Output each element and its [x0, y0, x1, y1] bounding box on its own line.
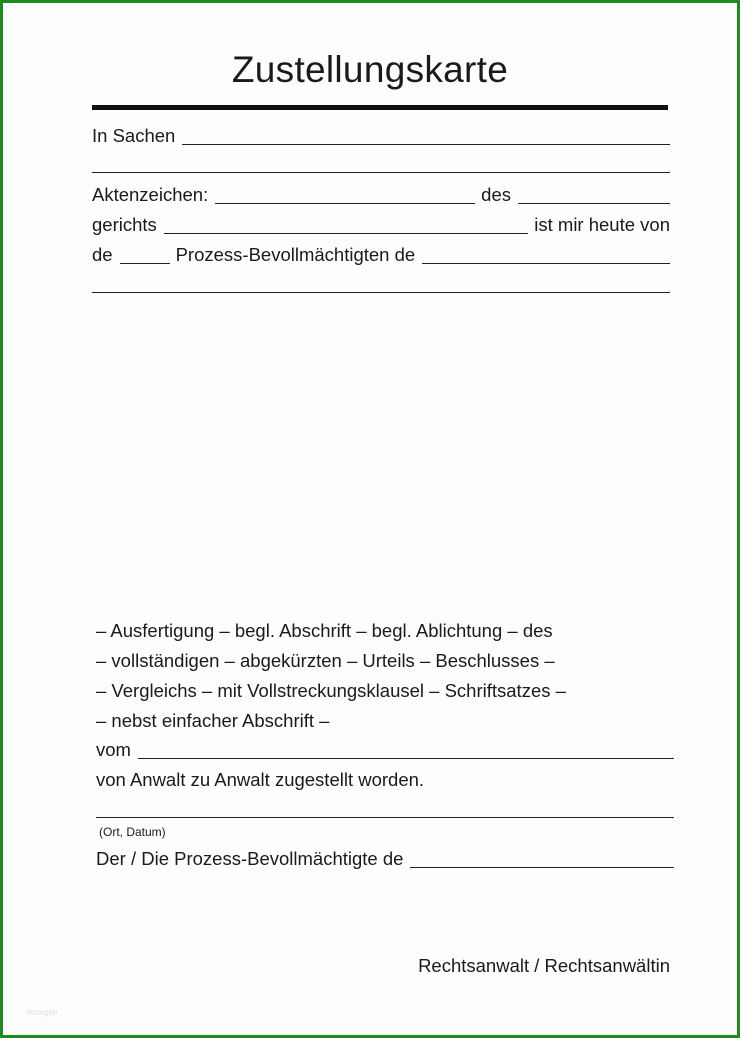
body-line-3	[96, 680, 674, 704]
aktenzeichen-label: Aktenzeichen:	[92, 184, 209, 205]
court-name-field[interactable]	[518, 203, 670, 204]
vom-label: vom	[96, 739, 131, 760]
bevollmaechtigte-row	[96, 848, 674, 872]
de-label: de	[92, 244, 113, 265]
vom-row	[96, 739, 674, 763]
in-sachen-field[interactable]	[182, 144, 670, 145]
body-text: – Ausfertigung – begl. Abschrift – begl. Ablichtung – des	[96, 620, 553, 641]
body-line-2	[96, 650, 674, 674]
bevollmaechtigte-field[interactable]	[410, 867, 674, 868]
gerichts-label: gerichts	[92, 214, 157, 235]
body-line-4	[96, 710, 674, 734]
zugestellt-row	[96, 769, 674, 793]
page-title: Zustellungskarte	[231, 49, 509, 90]
bevollmaechtigten-field-2[interactable]	[92, 292, 670, 293]
ist-mir-heute-von-label: ist mir heute von	[534, 214, 670, 235]
vom-field[interactable]	[138, 758, 674, 759]
body-text: – Vergleichs – mit Vollstreckungsklausel – Schriftsatzes –	[96, 680, 566, 701]
body-line-1	[96, 620, 674, 644]
in-sachen-label: In Sachen	[92, 125, 176, 146]
signature-label: Rechtsanwalt / Rechtsanwältin	[418, 955, 670, 976]
ort-datum-label: (Ort, Datum)	[99, 825, 166, 839]
title-divider	[92, 105, 668, 110]
body-text: – nebst einfacher Abschrift –	[96, 710, 330, 731]
de-suffix-field[interactable]	[120, 263, 170, 264]
in-sachen-continued-row	[92, 153, 670, 177]
gerichts-row	[92, 214, 670, 238]
ort-datum-field[interactable]	[96, 817, 674, 818]
ort-datum-row	[96, 798, 674, 822]
watermark: Vorlagen	[26, 1008, 58, 1017]
body-text: – vollständigen – abgekürzten – Urteils – Beschlusses –	[96, 650, 555, 671]
des-label: des	[481, 184, 511, 205]
bevollmaechtigte-label: Der / Die Prozess-Bevollmächtigte de	[96, 848, 404, 869]
gerichts-field[interactable]	[164, 233, 528, 234]
prozess-bevollmaechtigten-label: Prozess-Bevollmächtigten de	[175, 244, 416, 265]
in-sachen-row	[92, 125, 670, 149]
in-sachen-field-2[interactable]	[92, 172, 670, 173]
bevollmaechtigten-continued-row	[92, 273, 670, 297]
aktenzeichen-field[interactable]	[215, 203, 475, 204]
bevollmaechtigten-field[interactable]	[422, 263, 670, 264]
aktenzeichen-row	[92, 184, 670, 208]
bevollmaechtigten-row	[92, 244, 670, 268]
zugestellt-text: von Anwalt zu Anwalt zugestellt worden.	[96, 769, 425, 790]
